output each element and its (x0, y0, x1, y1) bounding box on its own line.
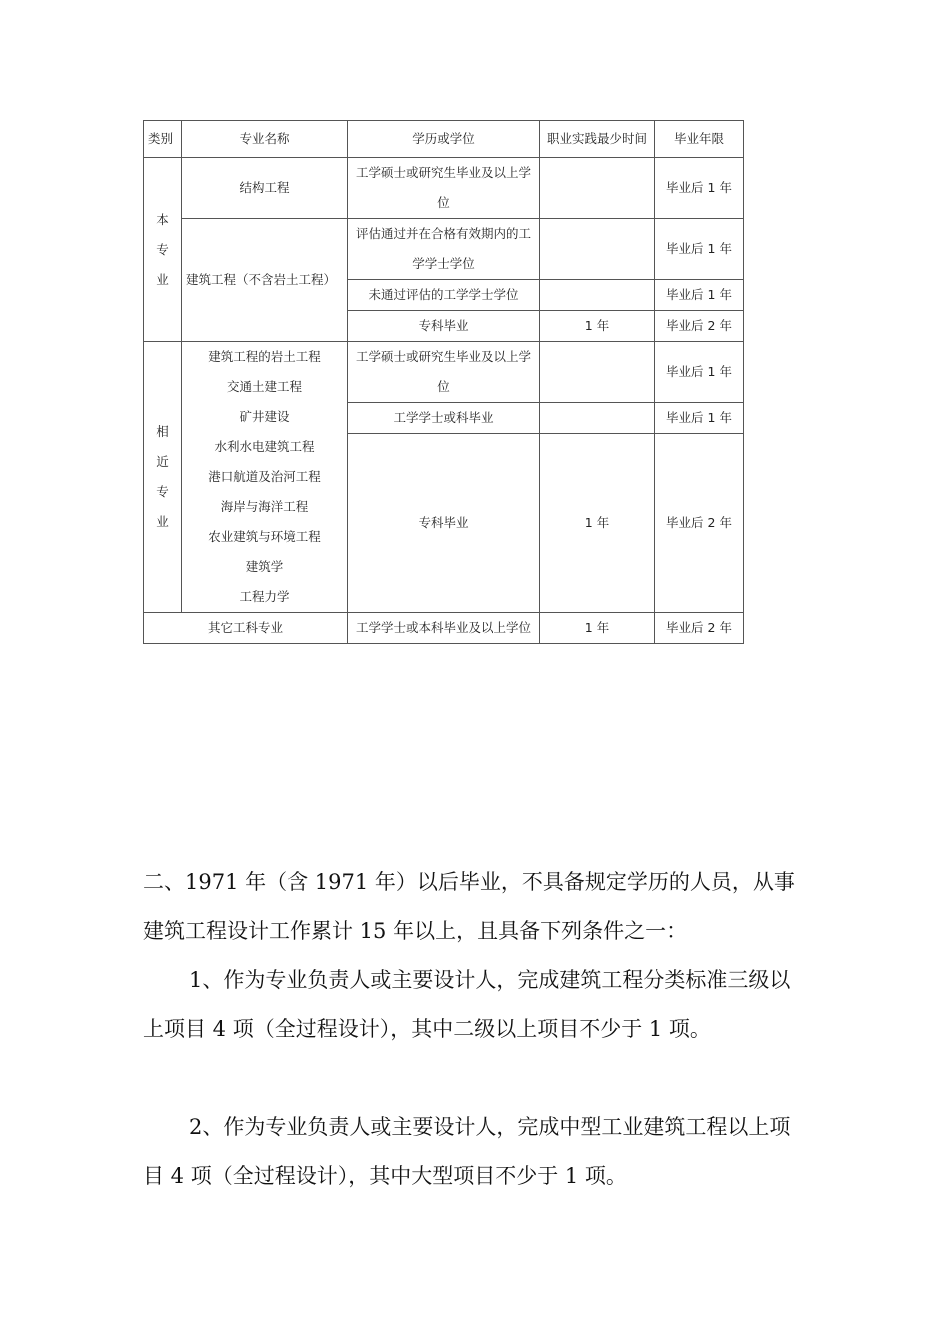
category-char: 相 (156, 424, 169, 439)
header-degree: 学历或学位 (348, 121, 540, 158)
major-item: 交通土建工程 (226, 379, 302, 394)
category-char: 业 (156, 271, 169, 287)
practice-cell (540, 158, 655, 219)
table-row (144, 219, 744, 280)
paragraph-condition-1: 1、作为专业负责人或主要设计人，完成建筑工程分类标准三级以上项目 4 项（全过程设计），其中二级以上项目不少于 1 项。 (143, 968, 791, 1041)
category-xiangjin (144, 342, 182, 613)
category-char: 专 (156, 484, 169, 499)
practice-cell (540, 342, 655, 403)
degree-cell: 工学学士或科毕业 (348, 403, 540, 434)
years-cell: 毕业后 1 年 (655, 219, 744, 280)
header-category: 类别 (144, 121, 182, 158)
major-item: 建筑工程的岩土工程 (208, 349, 321, 364)
degree-cell: 专科毕业 (348, 311, 540, 342)
degree-cell: 评估通过并在合格有效期内的工学学士学位 (348, 219, 540, 280)
major-item: 海岸与海洋工程 (220, 499, 309, 514)
practice-cell (540, 219, 655, 280)
degree-cell: 工学学士或本科毕业及以上学位 (348, 613, 540, 644)
years-cell: 毕业后 1 年 (655, 403, 744, 434)
major-item: 港口航道及治河工程 (208, 469, 321, 484)
practice-cell: 1 年 (540, 613, 655, 644)
paragraph-2-intro: 二、1971 年（含 1971 年）以后毕业，不具备规定学历的人员，从事建筑工程设计工作累计 15 年以上，且具备下列条件之一： (143, 870, 795, 943)
major-item: 水利水电建筑工程 (214, 439, 315, 454)
years-cell: 毕业后 2 年 (655, 311, 744, 342)
header-practice: 职业实践最少时间 (540, 121, 655, 158)
table-header-row (144, 121, 744, 158)
table-row (144, 158, 744, 219)
related-majors-cell (182, 342, 348, 613)
header-years: 毕业年限 (655, 121, 744, 158)
category-char: 本 (156, 211, 169, 227)
category-char: 专 (156, 241, 169, 257)
practice-cell: 1 年 (540, 434, 655, 613)
degree-cell: 专科毕业 (348, 434, 540, 613)
major-item: 工程力学 (239, 589, 290, 604)
major-cell: 建筑工程（不含岩土工程） (182, 219, 348, 342)
major-item: 矿井建设 (239, 409, 290, 424)
major-item: 农业建筑与环境工程 (208, 529, 321, 544)
years-cell: 毕业后 2 年 (655, 434, 744, 613)
paragraph-condition-2: 2、作为专业负责人或主要设计人，完成中型工业建筑工程以上项目 4 项（全过程设计），其中大型项目不少于 1 项。 (143, 1115, 791, 1188)
category-char: 近 (156, 454, 169, 469)
practice-cell: 1 年 (540, 311, 655, 342)
major-item: 建筑学 (245, 559, 284, 574)
category-char: 业 (156, 514, 169, 529)
table-row (144, 342, 744, 403)
degree-cell: 工学硕士或研究生毕业及以上学位 (348, 342, 540, 403)
qualification-table (143, 120, 744, 644)
years-cell: 毕业后 2 年 (655, 613, 744, 644)
table-row (144, 613, 744, 644)
degree-cell: 未通过评估的工学学士学位 (348, 280, 540, 311)
practice-cell (540, 280, 655, 311)
practice-cell (540, 403, 655, 434)
major-cell: 其它工科专业 (144, 613, 348, 644)
years-cell: 毕业后 1 年 (655, 342, 744, 403)
header-major: 专业名称 (182, 121, 348, 158)
years-cell: 毕业后 1 年 (655, 158, 744, 219)
major-cell: 结构工程 (182, 158, 348, 219)
category-ben (144, 158, 182, 342)
degree-cell: 工学硕士或研究生毕业及以上学位 (348, 158, 540, 219)
years-cell: 毕业后 1 年 (655, 280, 744, 311)
